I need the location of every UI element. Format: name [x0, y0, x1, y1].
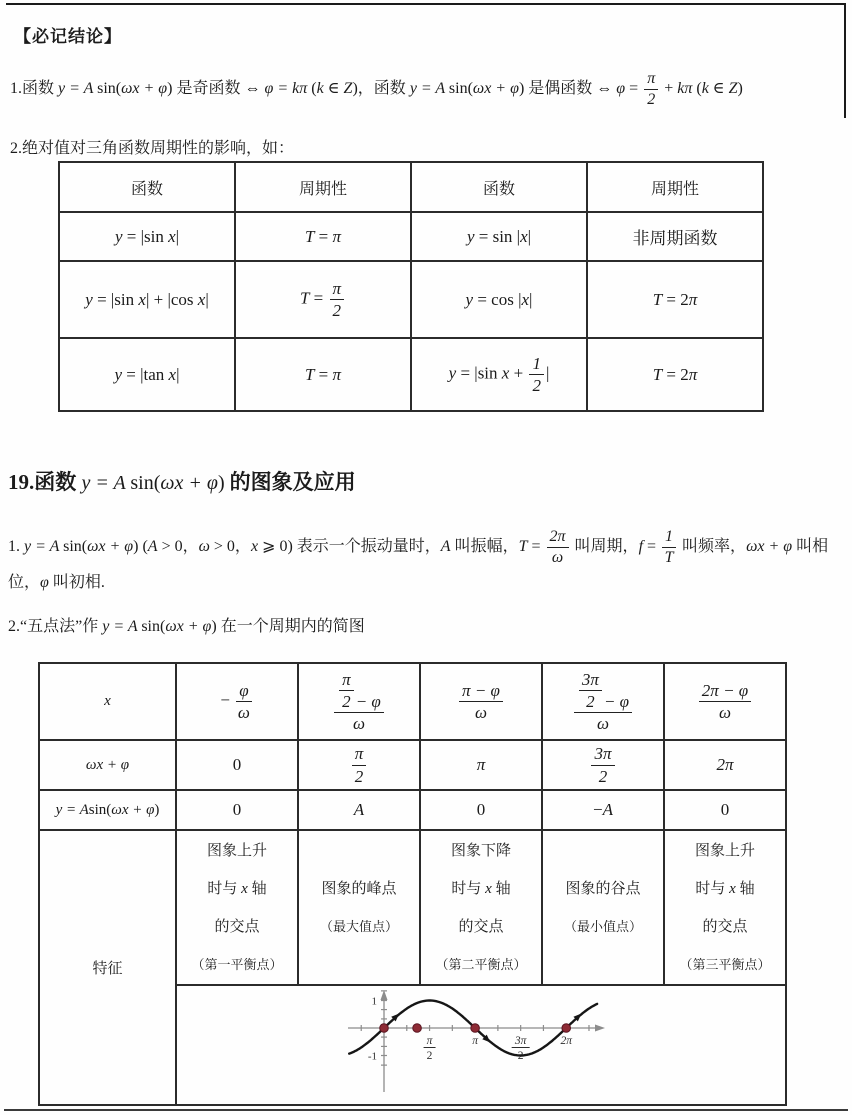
scan-edge-bottom [4, 1109, 848, 1111]
section-19-heading: 19.函数 y = A sin(ωx + φ) 的图象及应用 [8, 470, 356, 494]
paragraph-amplitude-period-frequency: 1. y = A sin(ωx + φ) (A > 0，ω > 0，x ⩾ 0) 表示一个振动量时，A 叫振幅，T = $\frac{2\pi}{\omega}$ 叫周期，f = $\frac{1}{T}$ 叫频率，ωx + φ 叫相位，φ 叫初相. [8, 528, 829, 591]
table-cell: $\frac{\pi}{2}$ − φ ω [298, 663, 420, 740]
svg-text:1: 1 [371, 995, 377, 1008]
table-row-phase [39, 740, 786, 790]
row-header-cell: x [39, 663, 176, 740]
table-cell: A [298, 790, 420, 830]
paragraph-odd-even-function: 1.函数 y = A sin(ωx + φ) 是奇函数 ⇔ φ = kπ (k ∈ Z)，函数 y = A sin(ωx + φ) 是偶函数 ⇔ φ = $\frac{\pi}{2}$ + kπ (k ∈ Z) [10, 70, 743, 108]
table-cell: T = $\frac{\pi}{2}$ [235, 261, 411, 338]
table-header-row [59, 162, 763, 212]
table-cell: −A [542, 790, 664, 830]
table-cell: 0 [176, 740, 298, 790]
svg-text:2π: 2π [560, 1035, 572, 1047]
row-header-cell-feature: 特征 [39, 830, 176, 1105]
table-cell: 0 [176, 790, 298, 830]
table-cell: y = cos |x| [411, 261, 587, 338]
table-cell: 图象的谷点 （最小值点） [542, 830, 664, 985]
table-cell: y = |sin x| [59, 212, 235, 261]
table-row [59, 261, 763, 338]
table-row-x [39, 663, 786, 740]
svg-text:π: π [472, 1035, 478, 1047]
table-cell: $\frac{3\pi}{2}$ [542, 740, 664, 790]
table-cell: 2π [664, 740, 786, 790]
table-cell: y = sin |x| [411, 212, 587, 261]
table-cell: 图象的峰点 （最大值点） [298, 830, 420, 985]
table-cell: 0 [664, 790, 786, 830]
table-cell: 图象上升 时与 x 轴 的交点 （第一平衡点） [176, 830, 298, 985]
periodicity-table [58, 161, 764, 412]
sine-wave-svg [342, 988, 612, 1104]
row-header-cell: y = Asin(ωx + φ) [39, 790, 176, 830]
page-title: 【必记结论】 [14, 27, 122, 46]
table-row [59, 338, 763, 411]
table-cell: 非周期函数 [587, 212, 763, 261]
table-cell: 函数 [59, 162, 235, 212]
table-cell: $\frac{\pi}{2}$ [298, 740, 420, 790]
table-cell: y = |sin x + $\frac{1}{2}$ | [411, 338, 587, 411]
table-cell: 0 [420, 790, 542, 830]
paragraph-absolute-value-periodicity: 2.绝对值对三角函数周期性的影响，如： [10, 140, 295, 157]
table-cell: y = |tan x| [59, 338, 235, 411]
table-cell: $\frac{2\pi - \varphi}{\omega}$ [664, 663, 786, 740]
table-cell: π [420, 740, 542, 790]
svg-text:π: π [426, 1035, 433, 1047]
table-cell: T = 2π [587, 338, 763, 411]
table-cell: 图象下降 时与 x 轴 的交点 （第二平衡点） [420, 830, 542, 985]
row-header-cell: ωx + φ [39, 740, 176, 790]
table-row [59, 212, 763, 261]
table-cell: T = π [235, 212, 411, 261]
sine-wave-figure [176, 985, 786, 1105]
table-cell: 函数 [411, 162, 587, 212]
table-cell: − $\frac{\varphi}{\omega}$ [176, 663, 298, 740]
paragraph-five-point-method: 2.“五点法”作 y = A sin(ωx + φ) 在一个周期内的简图 [8, 618, 365, 635]
svg-text:2: 2 [426, 1050, 433, 1062]
five-point-method-table [38, 662, 787, 1106]
table-cell: 周期性 [235, 162, 411, 212]
svg-text:-1: -1 [367, 1050, 377, 1063]
table-row-y-value [39, 790, 786, 830]
table-cell: T = 2π [587, 261, 763, 338]
table-row-feature [39, 830, 786, 985]
table-cell: y = |sin x| + |cos x| [59, 261, 235, 338]
svg-text:2: 2 [517, 1050, 524, 1062]
table-cell: $\frac{3\pi}{2}$ − φ ω [542, 663, 664, 740]
table-cell: $\frac{\pi - \varphi}{\omega}$ [420, 663, 542, 740]
table-cell: 图象上升 时与 x 轴 的交点 （第三平衡点） [664, 830, 786, 985]
svg-text:3π: 3π [514, 1035, 527, 1047]
table-cell: T = π [235, 338, 411, 411]
scan-edge-top [6, 3, 846, 5]
table-cell: 周期性 [587, 162, 763, 212]
